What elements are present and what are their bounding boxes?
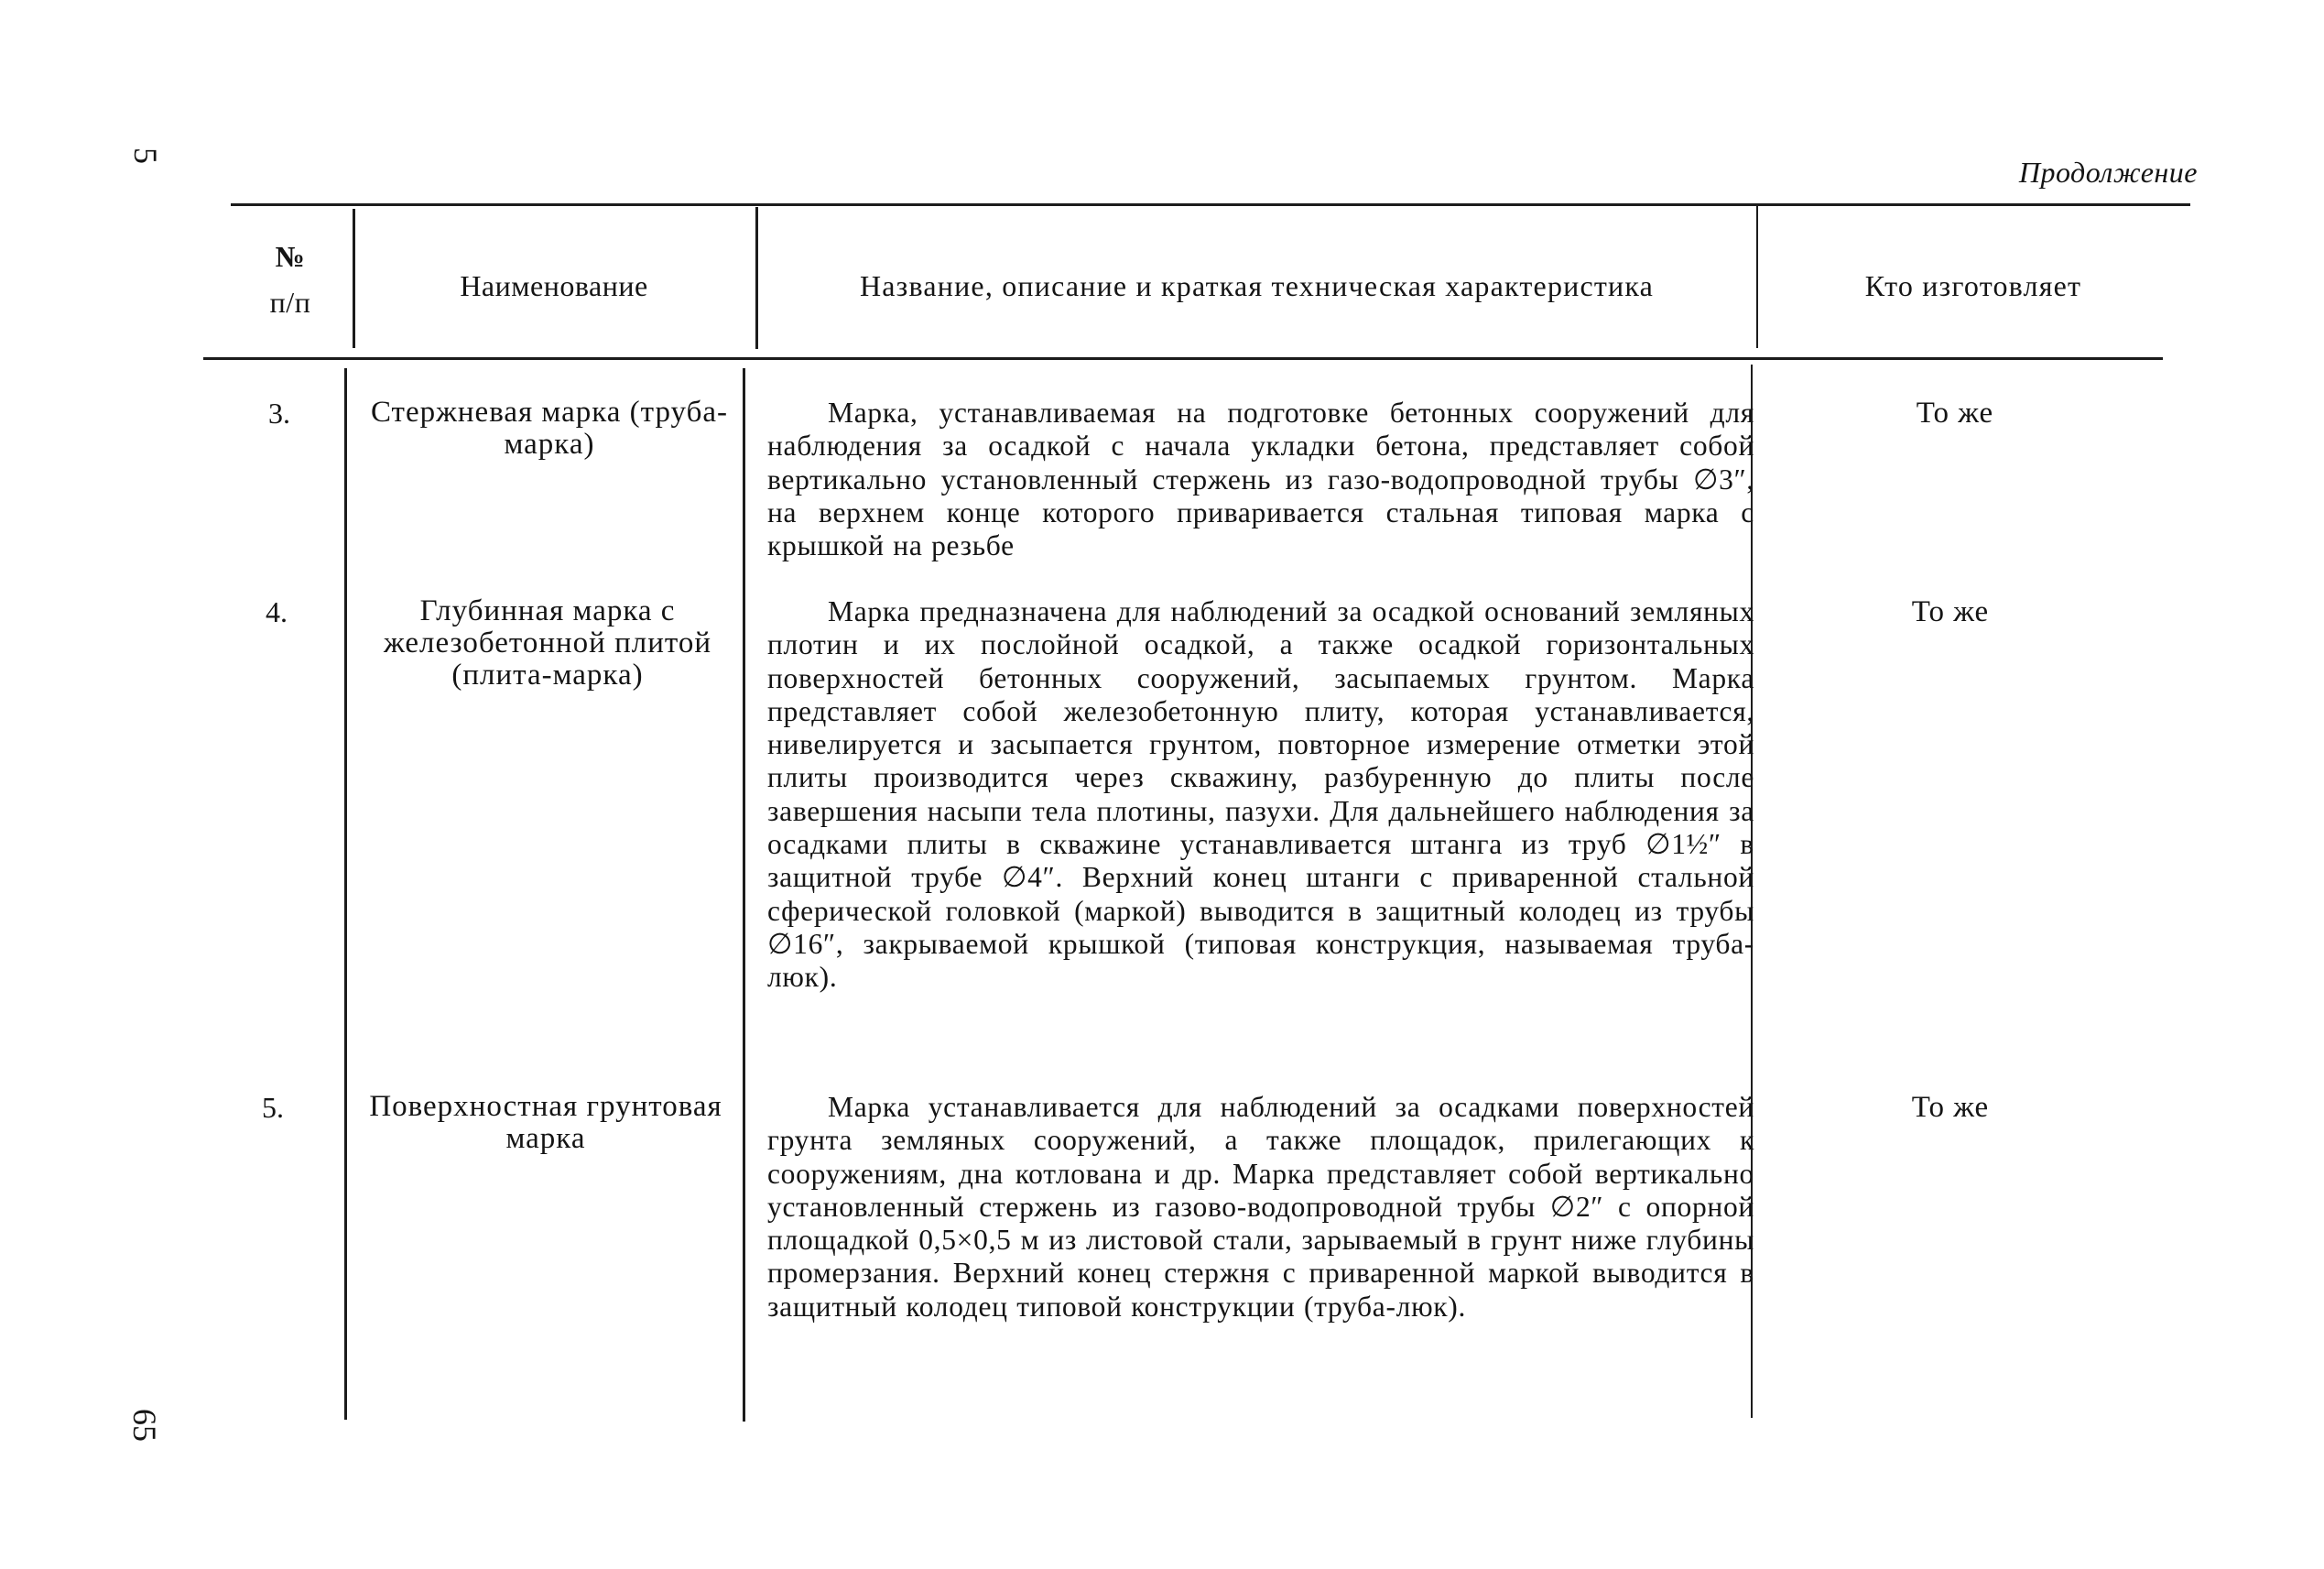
column-divider	[344, 368, 347, 1420]
header-manufacturer: Кто изготовляет	[1864, 269, 2082, 302]
row-name: Глубинная марка с железобетонной плитой (плита-марка)	[383, 594, 712, 692]
page-number-bottom: 65	[126, 1409, 163, 1442]
row-manufacturer: То же	[1916, 397, 1994, 430]
row-number: 3.	[268, 397, 290, 430]
header-number	[231, 220, 350, 339]
row-name: Поверхностная грунтовая марка	[369, 1090, 722, 1155]
row-manufacturer: То же	[1911, 1091, 1990, 1124]
column-divider	[353, 209, 355, 348]
header-bottom-rule	[203, 357, 2163, 360]
row-number: 5.	[262, 1091, 284, 1124]
table-top-rule	[231, 203, 2190, 206]
row-number: 4.	[266, 595, 288, 628]
header-description: Название, описание и краткая техническая характеристика	[859, 269, 1655, 302]
continuation-label: Продолжение	[2018, 156, 2198, 189]
row-description: Марка устанавливается для наблюдений за осадками поверхностей грунта земляных сооружений, а также площадок, прилегающих к сооружениям, дна котлована и др. Марка представляет собой вертикально установленный стержень из газово-водопроводной трубы ∅2″ с опорной площадкой 0,5×0,5 м из листовой стали, зарываемый в грунт ниже глубины промерзания. Верхний конец стержня с приваренной маркой выводится в защитный колодец типовой конструкции (труба-люк).	[767, 1091, 1754, 1323]
header-number-label: п/п	[269, 286, 311, 319]
page-number-top: 5	[127, 147, 164, 164]
row-description: Марка, устанавливаемая на подготовке бетонных сооружений для наблюдения за осадкой с начала укладки бетона, представляет собой вертикально установленный стержень из газо-водопроводной трубы ∅3″, на верхнем конце которого приваривается стальная типовая марка с крышкой на резьбе	[767, 397, 1754, 562]
header-number-symbol: №	[275, 240, 306, 273]
row-description: Марка предназначена для наблюдений за осадкой оснований земляных плотин и их послойной осадкой, а также осадкой горизонтальных поверхностей бетонных сооружений, засыпаемых грунтом. Марка представляет собой железобетонную плиту, которая устанавливается, нивелируется и засыпается грунтом, повторное измерение отметки этой плиты производится через скважину, разбуренную до плиты после завершения насыпи тела плотины, пазухи. Для дальнейшего наблюдения за осадками плиты в скважине устанавливается штанга из труб ∅1½″ в защитной трубе ∅4″. Верхний конец штанги с приваренной стальной сферической головкой (маркой) выводится в защитный колодец из трубы ∅16″, закрываемой крышкой (типовая конструкция, называемая труба-люк).	[767, 595, 1754, 994]
column-divider	[743, 368, 745, 1422]
row-name: Стержневая марка (труба-марка)	[370, 396, 729, 461]
header-name: Наименование	[460, 269, 648, 302]
column-divider	[755, 207, 758, 349]
row-manufacturer: То же	[1911, 595, 1990, 628]
